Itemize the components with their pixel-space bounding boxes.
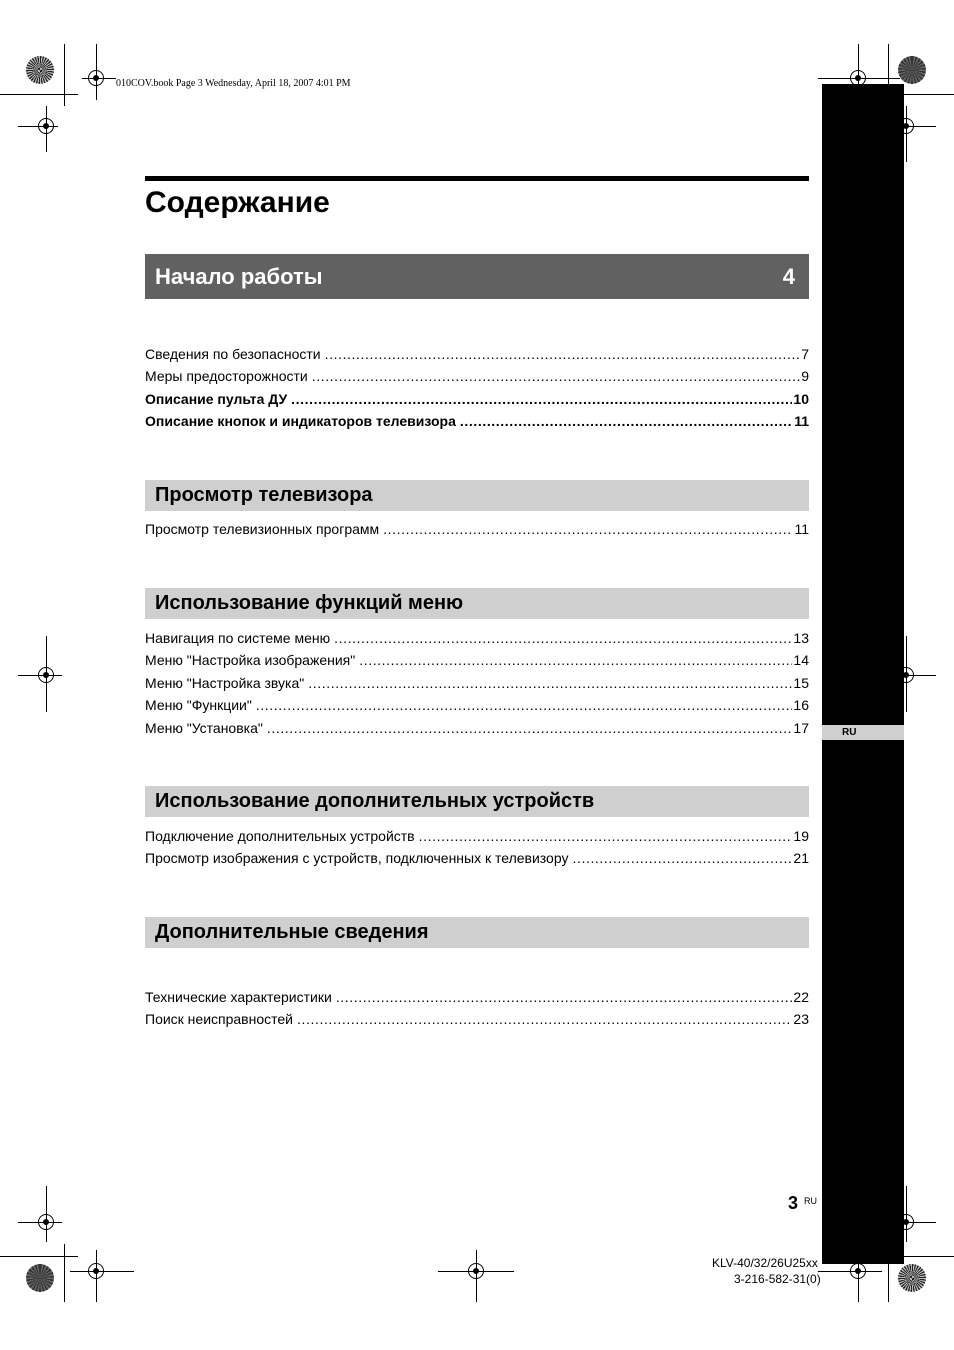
toc-entry[interactable] (145, 652, 809, 674)
page-title: Содержание (145, 186, 330, 219)
toc-entry-label: Описание кнопок и индикаторов телевизора (145, 413, 456, 430)
toc-entry[interactable] (145, 850, 809, 872)
toc-entry-label: Меры предосторожности (145, 368, 308, 385)
toc-entry-page: 19 (793, 828, 809, 844)
toc-list-watching-tv (145, 521, 809, 543)
toc-entry[interactable] (145, 346, 809, 368)
toc-entry-label: Меню "Установка" (145, 719, 263, 736)
toc-entry-page: 14 (793, 652, 809, 669)
toc-entry-label: Просмотр изображения с устройств, подключенных к телевизору (145, 850, 569, 867)
language-tab: RU (822, 725, 904, 740)
toc-entry-label: Навигация по системе меню (145, 630, 331, 646)
section-heading-label: Использование функций меню (155, 592, 464, 614)
toc-entry-label: Поиск неисправностей (145, 1011, 293, 1028)
toc-entry-page: 10 (793, 390, 809, 407)
section-heading-label: Просмотр телевизора (155, 484, 373, 506)
toc-entry-page: 17 (793, 719, 809, 736)
toc-entry-page: 16 (793, 697, 809, 714)
toc-list-getting-started (145, 346, 809, 436)
section-heading-label: Использование дополнительных устройств (155, 790, 595, 812)
model-number: KLV-40/32/26U25xx (712, 1256, 818, 1270)
toc-list-additional-info (145, 989, 809, 1034)
color-star-target-icon (26, 56, 54, 84)
toc-entry[interactable] (145, 989, 809, 1011)
color-star-target-icon (26, 1264, 54, 1292)
toc-entry-label: Сведения по безопасности (145, 346, 321, 362)
toc-entry-label: Описание пульта ДУ (145, 390, 288, 407)
toc-list-menu-functions (145, 630, 809, 742)
toc-entry[interactable] (145, 630, 809, 652)
language-sidebar (822, 84, 904, 1264)
toc-entry-page: 11 (794, 413, 809, 430)
toc-entry[interactable] (145, 828, 809, 850)
toc-entry-label: Меню "Настройка звука" (145, 674, 305, 691)
page-number: 3 (788, 1193, 799, 1213)
section-heading-label: Дополнительные сведения (155, 921, 429, 943)
color-star-target-icon (898, 56, 926, 84)
toc-entry[interactable] (145, 391, 809, 413)
toc-list-additional-devices (145, 828, 809, 873)
toc-entry-label: Подключение дополнительных устройств (145, 828, 415, 844)
toc-entry-label: Просмотр телевизионных программ (145, 521, 380, 537)
toc-entry-label: Меню "Функции" (145, 697, 252, 714)
registration-mark-icon (850, 1263, 866, 1279)
section-heading-page: 4 (782, 263, 795, 289)
toc-entry-page: 22 (793, 989, 809, 1005)
registration-mark-icon (88, 1263, 104, 1279)
toc-entry[interactable] (145, 675, 809, 697)
toc-entry-page: 9 (801, 368, 809, 385)
toc-entry[interactable] (145, 697, 809, 719)
title-rule (145, 176, 809, 181)
page-number-suffix: RU (804, 1196, 817, 1206)
toc-entry-page: 23 (793, 1011, 809, 1028)
section-heading-additional-devices (145, 786, 809, 817)
registration-mark-icon (88, 70, 104, 86)
book-info-line: 010COV.book Page 3 Wednesday, April 18, 2007 4:01 PM (116, 78, 351, 89)
toc-entry-page: 21 (793, 850, 809, 867)
toc-entry-label: Меню "Настройка изображения" (145, 652, 356, 669)
section-heading-watching-tv (145, 480, 809, 511)
toc-entry[interactable] (145, 720, 809, 742)
section-heading-getting-started (145, 254, 809, 299)
registration-mark-icon (38, 1214, 54, 1230)
color-star-target-icon (898, 1264, 926, 1292)
toc-entry-page: 13 (793, 630, 809, 646)
toc-entry-page: 15 (793, 674, 809, 691)
section-heading-label: Начало работы (155, 263, 323, 289)
section-heading-additional-info (145, 917, 809, 948)
registration-mark-icon (38, 667, 54, 683)
toc-entry[interactable] (145, 1011, 809, 1033)
toc-entry-label: Технические характеристики (145, 989, 332, 1005)
toc-entry[interactable] (145, 521, 809, 543)
toc-entry[interactable] (145, 368, 809, 390)
registration-mark-icon (468, 1263, 484, 1279)
document-code: 3-216-582-31(0) (734, 1272, 821, 1286)
toc-entry-page: 7 (801, 346, 809, 362)
toc-entry-page: 11 (794, 521, 809, 537)
toc-entry[interactable] (145, 413, 809, 435)
registration-mark-icon (38, 118, 54, 134)
section-heading-menu-functions (145, 588, 809, 619)
